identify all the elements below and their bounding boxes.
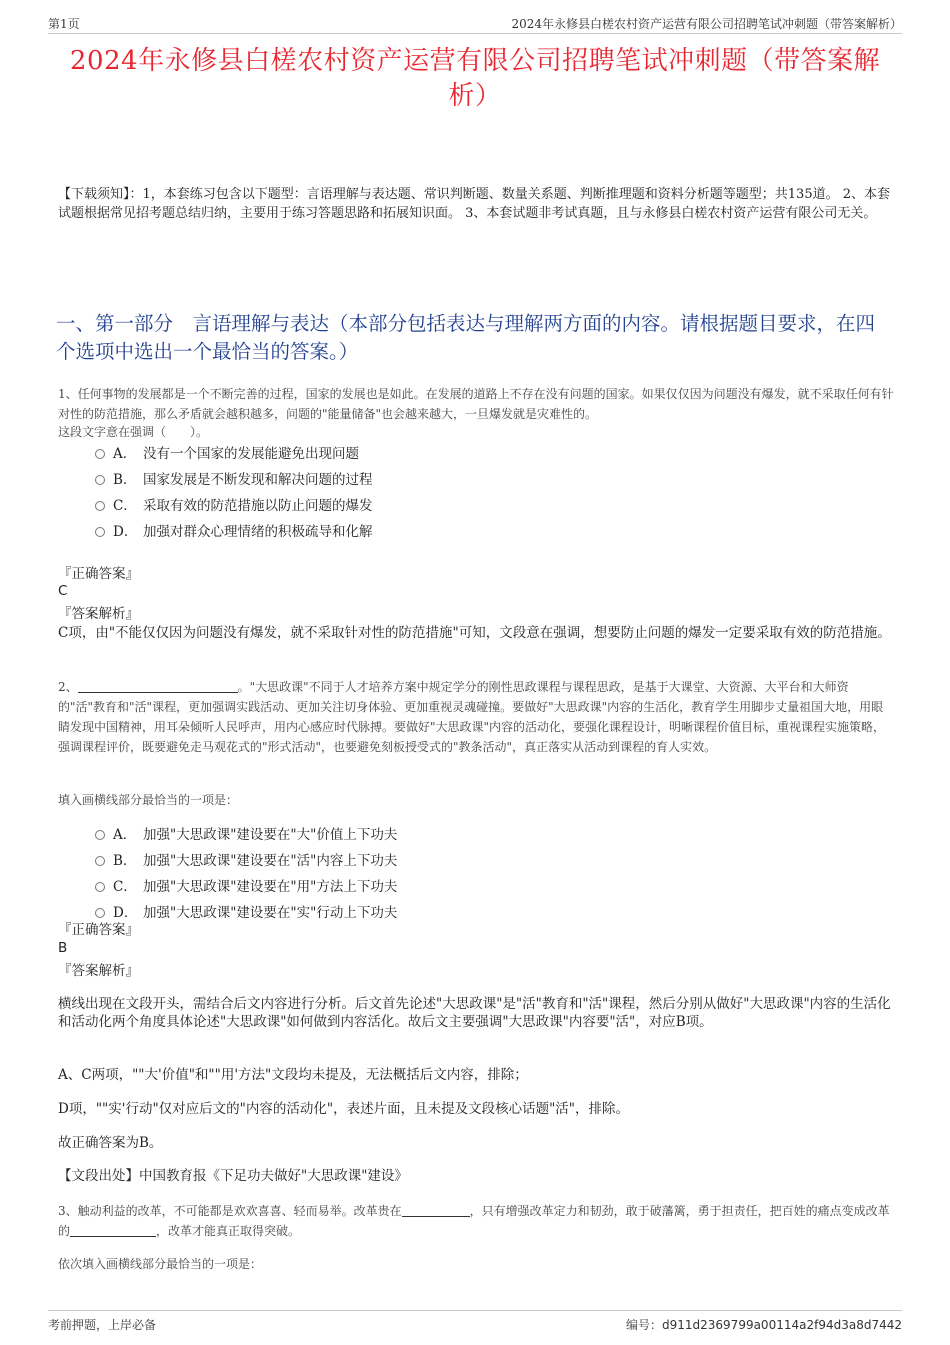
radio-icon[interactable]: [95, 882, 105, 892]
q2-option-a[interactable]: A． 加强"大思政课"建设要在"大"价值上下功夫: [95, 825, 397, 845]
page-footer: [48, 1310, 902, 1335]
footer-code: 编号：d911d2369799a00114a2f94d3a8d7442: [625, 1318, 902, 1332]
q2-option-c[interactable]: C． 加强"大思政课"建设要在"用"方法上下功夫: [95, 877, 397, 897]
q2-prompt: 填入画横线部分最恰当的一项是：: [58, 793, 239, 807]
q1-option-a[interactable]: A． 没有一个国家的发展能避免出现问题: [95, 444, 359, 464]
q2-answer: B: [58, 940, 68, 956]
page-header: [48, 13, 902, 34]
fill-blank: [78, 680, 238, 693]
q1-correct-label: 『正确答案』: [58, 566, 139, 582]
q2-option-b[interactable]: B． 加强"大思政课"建设要在"活"内容上下功夫: [95, 851, 397, 871]
fill-blank: [402, 1204, 470, 1217]
q2-analysis-para-1: 横线出现在文段开头，需结合后文内容进行分析。后文首先论述"大思政课"是"活"教育和"活"课程，然后分别从做好"大思政课"内容的生活化和活动化两个角度具体论述"大思政课"如何做到内容活化。故后文主要强调"大思政课"内容要"活"，对应B项。: [58, 996, 891, 1030]
q1-prompt: 这段文字意在强调（ ）。: [58, 425, 209, 439]
q2-analysis-label: 『答案解析』: [58, 963, 139, 979]
section-title: 一、第一部分 言语理解与表达（本部分包括表达与理解两方面的内容。请根据题目要求，在四个选项中选出一个最恰当的答案。）: [56, 312, 876, 363]
fill-blank: [70, 1224, 156, 1237]
q2-analysis-para-4: 故正确答案为B。: [58, 1135, 163, 1151]
page-number: 第1页: [48, 17, 80, 31]
q3-stem: 3、触动利益的改革，不可能都是欢欢喜喜、轻而易举。改革贵在 ，只有增强改革定力和韧劲，敢于破藩篱，勇于担责任，把百姓的痛点变成改革的 ，改革才能真正取得突破。: [58, 1204, 890, 1238]
radio-icon[interactable]: [95, 501, 105, 511]
radio-icon[interactable]: [95, 527, 105, 537]
footer-slogan: 考前押题，上岸必备: [48, 1318, 157, 1332]
radio-icon[interactable]: [95, 475, 105, 485]
q1-option-d[interactable]: D． 加强对群众心理情绪的积极疏导和化解: [95, 522, 373, 542]
q1-answer: C: [58, 583, 68, 599]
radio-icon[interactable]: [95, 449, 105, 459]
q2-correct-label: 『正确答案』: [58, 922, 139, 938]
radio-icon[interactable]: [95, 908, 105, 918]
radio-icon[interactable]: [95, 830, 105, 840]
q2-analysis-para-3: D项，""实'行动"仅对应后文的"内容的活动化"，表述片面，且未提及文段核心话题"活"，排除。: [58, 1101, 630, 1117]
q2-source: 【文段出处】中国教育报《下足功夫做好"大思政课"建设》: [58, 1168, 408, 1184]
q2-analysis-para-2: A、C两项，""大'价值"和""用'方法"文段均未提及，无法概括后文内容，排除；: [58, 1067, 528, 1083]
q1-option-c[interactable]: C． 采取有效的防范措施以防止问题的爆发: [95, 496, 373, 516]
document-title: 2024年永修县白槎农村资产运营有限公司招聘笔试冲刺题（带答案解析）: [69, 46, 881, 111]
q3-prompt: 依次填入画横线部分最恰当的一项是：: [58, 1257, 263, 1271]
header-doc-title: 2024年永修县白槎农村资产运营有限公司招聘笔试冲刺题（带答案解析）: [511, 17, 902, 31]
radio-icon[interactable]: [95, 856, 105, 866]
q1-analysis: C项，由"不能仅仅因为问题没有爆发，就不采取针对性的防范措施"可知，文段意在强调，想要防止问题的爆发一定要采取有效的防范措施。: [58, 625, 891, 641]
q2-stem: 2、 。"大思政课"不同于人才培养方案中规定学分的刚性思政课程与课程思政，是基于大课堂、大资源、大平台和大师资的"活"教育和"活"课程，更加强调实践活动、更加关注切身体验、更加重视灵魂碰撞。要做好"大思政课"内容的生活化，教育学生用脚步丈量祖国大地，用眼睛发现中国精神，用耳朵倾听人民呼声，用内心感应时代脉搏。要做好"大思政课"内容的活动化，要强化课程设计，明晰课程价值目标，重视课程实施策略，强调课程评价，既要避免走马观花式的"形式活动"，也要避免刻板授受式的"教条活动"，真正落实从活动到课程的育人实效。: [58, 680, 886, 754]
q2-option-d[interactable]: D． 加强"大思政课"建设要在"实"行动上下功夫: [95, 903, 397, 923]
q1-stem: 1、任何事物的发展都是一个不断完善的过程，国家的发展也是如此。在发展的道路上不存在没有问题的国家。如果仅仅因为问题没有爆发，就不采取任何有针对性的防范措施，那么矛盾就会越积越多，问题的"能量储备"也会越来越大，一旦爆发就是灾难性的。: [58, 387, 894, 421]
q1-analysis-label: 『答案解析』: [58, 606, 139, 622]
q1-option-b[interactable]: B． 国家发展是不断发现和解决问题的过程: [95, 470, 373, 490]
download-notice: 【下载须知】：1，本套练习包含以下题型：言语理解与表达题、常识判断题、数量关系题、判断推理题和资料分析题等题型；共135道。 2、本套试题根据常见招考题总结归纳，主要用于练习答题思路和拓展知识面。 3、本套试题非考试真题，且与永修县白槎农村资产运营有限公司无关。: [58, 187, 890, 221]
